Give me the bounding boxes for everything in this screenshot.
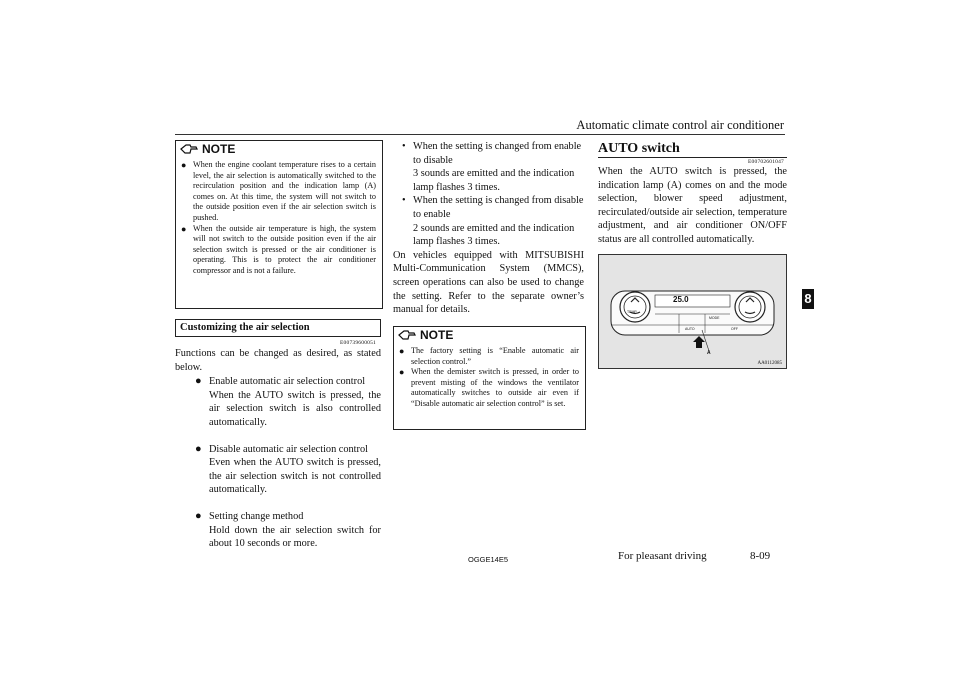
bullet-icon: ● <box>181 160 187 170</box>
note-box-2 <box>393 326 586 430</box>
footer-section-title: For pleasant driving <box>618 550 707 562</box>
option-text: Even when the AUTO switch is pressed, the air selection switch is not controlled automatically. <box>209 457 381 496</box>
note-hand-icon <box>180 143 198 155</box>
note-heading <box>394 327 585 343</box>
column-2 <box>393 140 584 317</box>
setting-change-item <box>393 140 584 194</box>
option-text: Hold down the air selection switch for about 10 seconds or more. <box>209 524 381 550</box>
note-item <box>176 224 376 277</box>
bullet-icon: ● <box>195 442 202 455</box>
dot-bullet: • <box>402 141 406 152</box>
option-title: Setting change method <box>209 510 304 522</box>
section-code: E00739600051 <box>340 340 377 346</box>
setting-change-detail: 3 sounds are emitted and the indication lamp flashes 3 times. <box>413 168 575 193</box>
note-item <box>176 160 376 224</box>
header-rule <box>175 134 785 135</box>
setting-change-lead: When the setting is changed from disable to enable <box>413 195 584 220</box>
section-tab: 8 <box>802 289 814 309</box>
note-label: NOTE <box>420 328 454 342</box>
note-heading <box>176 141 382 157</box>
note-label: NOTE <box>202 142 236 156</box>
bullet-icon: ● <box>181 223 187 234</box>
dot-bullet: • <box>402 195 406 207</box>
note-item-text: When the outside air temperature is high, the system will not switch to the outside position even if the air selection switch is pressed or the air conditioner is operating. This is to protect the air conditioner compressor and is not a failure. <box>193 223 376 275</box>
off-button-label: OFF <box>731 327 738 331</box>
section-heading-auto-switch: AUTO switch <box>598 141 680 156</box>
footer-doc-code: OGGE14E5 <box>468 555 509 564</box>
note-box-1 <box>175 140 383 309</box>
mode-button-label: MODE <box>709 316 720 320</box>
climate-panel-figure <box>598 254 787 369</box>
running-header: Automatic climate control air conditioner <box>576 118 784 132</box>
bullet-icon: ● <box>195 375 202 388</box>
setting-change-detail: 2 sounds are emitted and the indication lamp flashes 3 times. <box>413 222 575 248</box>
option-text: When the AUTO switch is pressed, the air selection switch is also controlled automatically. <box>209 389 381 428</box>
callout-a: A <box>707 350 711 356</box>
customizing-body <box>175 347 381 551</box>
setting-change-item <box>393 194 584 248</box>
note-item <box>394 367 579 409</box>
page-number: 8-09 <box>750 550 771 562</box>
figure-code: AA0112085 <box>757 361 782 366</box>
display-temperature: 25.0 <box>673 295 689 304</box>
customizing-intro: Functions can be changed as desired, as stated below. <box>175 348 381 373</box>
option-item <box>175 443 381 497</box>
section-heading-customizing: Customizing the air selection <box>175 319 381 337</box>
heading-rule <box>598 157 787 158</box>
bullet-icon: ● <box>399 346 405 356</box>
note-item <box>394 346 579 367</box>
option-title: Disable automatic air selection control <box>209 443 368 455</box>
note-hand-icon <box>398 329 416 341</box>
note-item-text: The factory setting is “Enable automatic air selection control.” <box>411 346 579 366</box>
setting-change-lead: When the setting is changed from enable to disable <box>413 141 582 166</box>
option-title: Enable automatic air selection control <box>209 376 366 388</box>
option-item <box>175 510 381 551</box>
note-item-text: When the demister switch is pressed, in order to prevent misting of the windows the ventilator automatically switches to outside air even if “Disable automatic air selection control” is set. <box>411 367 579 408</box>
auto-button-label: AUTO <box>685 327 695 331</box>
bullet-icon: ● <box>195 509 202 522</box>
auto-switch-paragraph: When the AUTO switch is pressed, the indication lamp (A) comes on and the mode selection, blower speed adjustment, recirculated/outside air selection, temperature adjustment, and air conditioner ON/OFF status are all controlled automatically. <box>598 166 787 245</box>
section-code: E00702601047 <box>748 159 785 165</box>
mmcs-paragraph: On vehicles equipped with MITSUBISHI Multi-Communication System (MMCS), screen operations can also be used to change the setting. Refer to the separate owner’s manual for details. <box>393 249 584 316</box>
note-item-text: When the engine coolant temperature rises to a certain level, the air selection is automatically switched to the recirculation position and the indication lamp (A) comes on. At this time, the system will not switch to the outside position even if the air selection switch is pushed. <box>193 160 376 222</box>
temp-label: TEMP <box>627 310 637 314</box>
bullet-icon: ● <box>399 367 405 378</box>
option-item <box>175 375 381 429</box>
